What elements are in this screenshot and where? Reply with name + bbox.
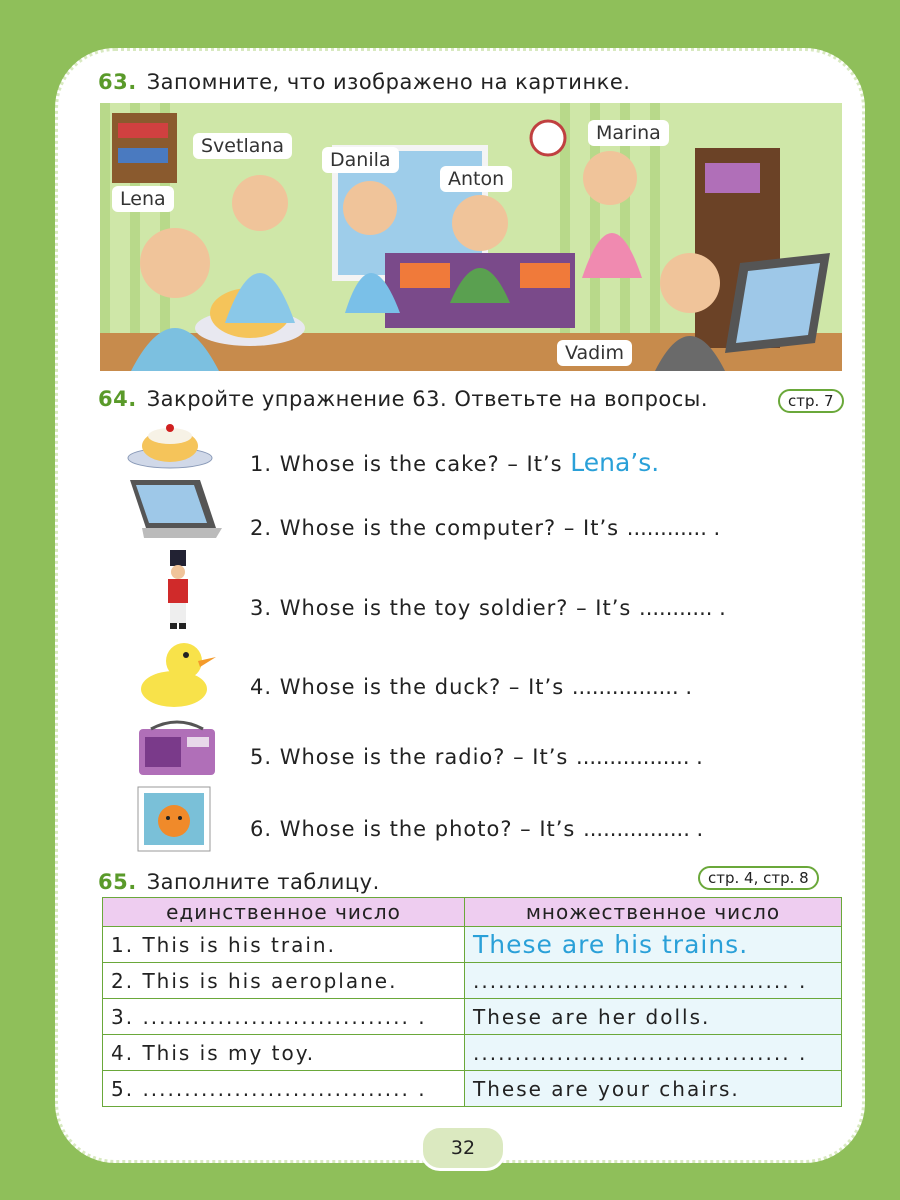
cell-plural[interactable]: ...................................... . (465, 963, 842, 999)
page-reference-badge-2: стр. 4, стр. 8 (698, 866, 819, 890)
question-3: 3. Whose is the toy soldier? – It’s ........... . (250, 596, 726, 620)
answer-6[interactable]: ................ . (583, 817, 704, 841)
tiger-photo-icon (136, 785, 212, 853)
handwritten-answer: These are his trains. (473, 930, 749, 959)
label-danila: Danila (322, 147, 399, 173)
page-number: 32 (420, 1125, 506, 1171)
cell-plural[interactable]: These are your chairs. (465, 1071, 842, 1107)
cake-icon (125, 418, 215, 470)
cell-singular[interactable]: 3. ................................ . (103, 999, 465, 1035)
cell-plural[interactable] (465, 927, 842, 963)
cell-singular[interactable]: 2. This is his aeroplane. (103, 963, 465, 999)
question-2: 2. Whose is the computer? – It’s ............ . (250, 516, 721, 540)
label-marina: Marina (588, 120, 669, 146)
exercise-64-title: 64. Закройте упражнение 63. Ответьте на вопросы. (98, 387, 709, 411)
singular-plural-table (102, 897, 842, 1107)
answer-5[interactable]: ................. . (576, 745, 703, 769)
label-svetlana: Svetlana (193, 133, 292, 159)
answer-1[interactable]: Lena’s. (570, 448, 660, 477)
header-plural: множественное число (465, 898, 842, 927)
table-row (103, 963, 842, 999)
question-4: 4. Whose is the duck? – It’s ................ . (250, 675, 692, 699)
cell-singular[interactable]: 5. ................................ . (103, 1071, 465, 1107)
cell-singular[interactable]: 4. This is my toy. (103, 1035, 465, 1071)
exercise-65-title: 65. Заполните таблицу. (98, 870, 380, 894)
label-vadim: Vadim (557, 340, 632, 366)
exercise-63-title: 63. Запомните, что изображено на картинке. (98, 70, 631, 94)
table-row (103, 927, 842, 963)
question-5: 5. Whose is the radio? – It’s ................. . (250, 745, 703, 769)
cell-plural[interactable]: ...................................... . (465, 1035, 842, 1071)
header-singular: единственное число (103, 898, 465, 927)
answer-3[interactable]: ........... . (639, 596, 726, 620)
table-row (103, 1035, 842, 1071)
answer-2[interactable]: ............ . (626, 516, 721, 540)
duck-icon (138, 637, 220, 709)
table-row (103, 1071, 842, 1107)
answer-4[interactable]: ................ . (571, 675, 692, 699)
label-lena: Lena (112, 186, 174, 212)
table-row (103, 999, 842, 1035)
laptop-icon (122, 476, 224, 540)
page-reference-badge: стр. 7 (778, 389, 844, 413)
toy-soldier-icon (158, 548, 198, 630)
question-1: 1. Whose is the cake? – It’s Lena’s. (250, 448, 660, 477)
label-anton: Anton (440, 166, 512, 192)
question-6: 6. Whose is the photo? – It’s ................ . (250, 817, 704, 841)
radio-icon (137, 717, 217, 777)
cell-singular[interactable]: 1. This is his train. (103, 927, 465, 963)
cell-plural[interactable]: These are her dolls. (465, 999, 842, 1035)
